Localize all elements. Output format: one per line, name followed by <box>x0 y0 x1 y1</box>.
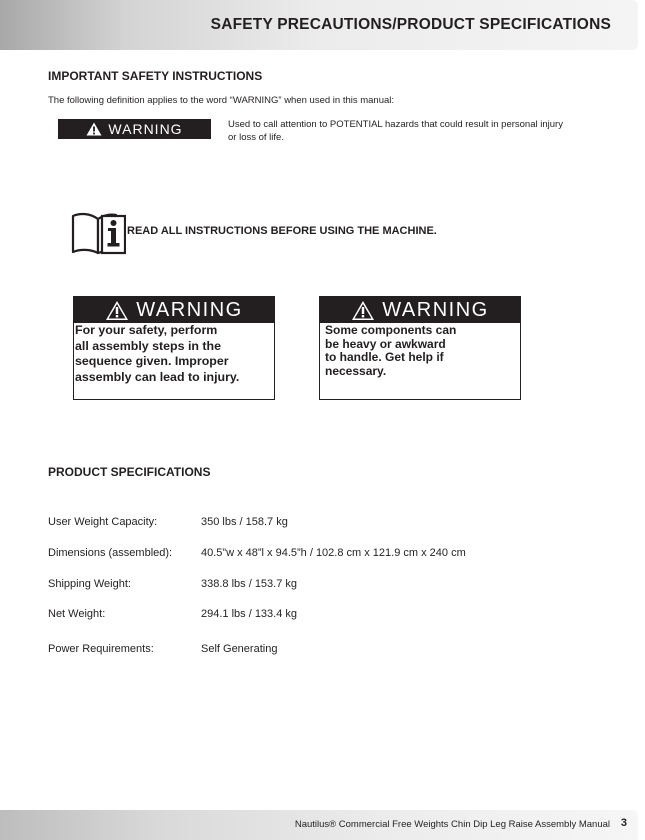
warning-line: to handle. Get help if <box>325 350 444 364</box>
warning-box-header <box>74 297 274 323</box>
safety-heading: IMPORTANT SAFETY INSTRUCTIONS <box>48 69 263 83</box>
warning-box-assembly <box>73 296 275 400</box>
spec-label: User Weight Capacity: <box>48 516 158 528</box>
warning-box-title: WARNING <box>382 298 489 321</box>
warning-line: sequence given. Improper <box>75 354 229 368</box>
warning-box-header <box>320 297 520 323</box>
spec-value: 294.1 lbs / 133.4 kg <box>201 608 298 620</box>
warning-intro-text: The following definition applies to the word “WARNING” when used in this manual: <box>48 95 395 106</box>
warning-triangle-icon <box>351 300 375 321</box>
warning-label <box>58 119 211 139</box>
spec-label: Net Weight: <box>48 608 106 620</box>
spec-value: 40.5”w x 48”l x 94.5”h / 102.8 cm x 121.9 cm x 240 cm <box>201 547 466 559</box>
warning-triangle-icon <box>105 300 129 321</box>
warning-box-title: WARNING <box>136 298 243 321</box>
spec-value: Self Generating <box>201 643 278 655</box>
spec-label: Shipping Weight: <box>48 578 131 590</box>
spec-label: Power Requirements: <box>48 643 154 655</box>
page-number: 3 <box>620 817 627 829</box>
warning-triangle-icon <box>86 122 102 136</box>
warning-line: all assembly steps in the <box>75 338 221 353</box>
warning-line: Some components can <box>325 323 457 337</box>
warning-definition: Used to call attention to POTENTIAL hazards that could result in personal injury or loss of life. <box>228 119 563 143</box>
warning-box-message <box>320 323 520 378</box>
read-all-instructions: READ ALL INSTRUCTIONS BEFORE USING THE MACHINE. <box>127 225 437 237</box>
spec-value: 338.8 lbs / 153.7 kg <box>201 578 298 590</box>
spec-value: 350 lbs / 158.7 kg <box>201 516 288 528</box>
warning-line: For your safety, perform <box>75 323 218 337</box>
warning-line: assembly can lead to injury. <box>75 369 240 384</box>
book-info-icon <box>70 211 126 255</box>
warning-box-message <box>74 323 274 385</box>
warning-line: be heavy or awkward <box>325 336 446 351</box>
warning-box-heavy <box>319 296 521 400</box>
spec-label: Dimensions (assembled): <box>48 547 173 559</box>
specs-heading: PRODUCT SPECIFICATIONS <box>48 465 211 479</box>
footer-manual-title: Nautilus® Commercial Free Weights Chin Dip Leg Raise Assembly Manual <box>294 819 610 830</box>
page-title: SAFETY PRECAUTIONS/PRODUCT SPECIFICATIONS <box>210 16 611 33</box>
warning-line: necessary. <box>325 363 387 378</box>
warning-label-text: WARNING <box>108 121 183 137</box>
